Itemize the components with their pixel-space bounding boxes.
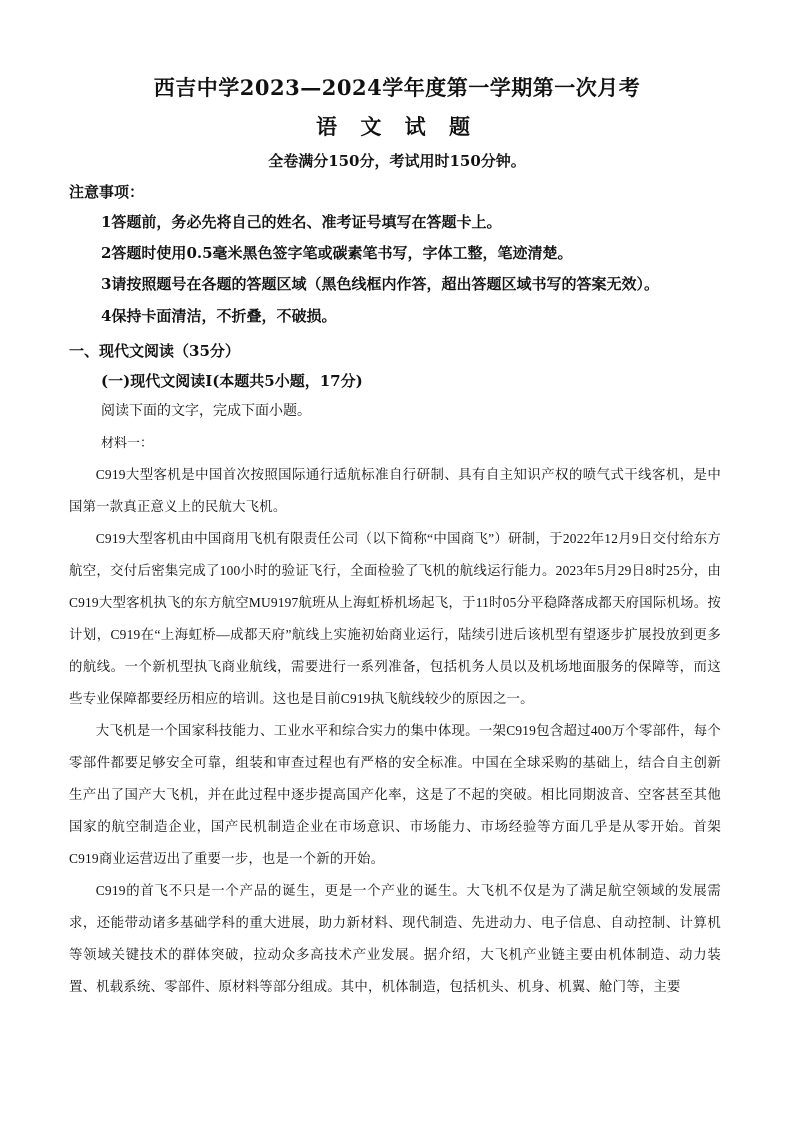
subsection-heading: (一)现代文阅读Ⅰ(本题共5小题，17分) <box>101 372 363 390</box>
reading-passage <box>69 459 721 1003</box>
notes-heading: 注意事项： <box>69 183 145 201</box>
score-note: 全卷满分150分，考试用时150分钟。 <box>268 152 526 170</box>
note-item: 3请按照题号在各题的答题区域（黑色线框内作答，超出答题区域书写的答案无效）。 <box>101 275 659 293</box>
note-item: 2答题时使用0.5毫米黑色签字笔或碳素笔书写，字体工整，笔迹清楚。 <box>101 244 573 262</box>
note-item: 4保持卡面清洁，不折叠，不破损。 <box>101 307 337 325</box>
passage-paragraph: C919大型客机是中国首次按照国际通行适航标准自行研制、具有自主知识产权的喷气式干线客机，是中国第一款真正意义上的民航大飞机。 <box>69 467 721 514</box>
material-label: 材料一： <box>101 436 154 451</box>
passage-paragraph: C919大型客机由中国商用飞机有限责任公司（以下简称“中国商飞”）研制，于2022年12月9日交付给东方航空，交付后密集完成了100小时的验证飞行，全面检验了飞机的航线运行能力。2023年5月29日8时25分，由C919大型客机执飞的东方航空MU9197航班从上海虹桥机场起飞，于11时05分平稳降落成都天府国际机场。按计划，C919在“上海虹桥—成都天府”航线上实施初始商业运行，陆续引进后该机型有望逐步扩展投放到更多的航线。一个新机型执飞商业航线，需要进行一系列准备，包括机务人员以及机场地面服务的保障等，而这些专业保障都要经历相应的培训。这也是目前C919执飞航线较少的原因之一。 <box>69 531 721 706</box>
passage-paragraph: C919的首飞不只是一个产品的诞生，更是一个产业的诞生。大飞机不仅是为了满足航空领域的发展需求，还能带动诸多基础学科的重大进展，助力新材料、现代制造、先进动力、电子信息、自动控制、计算机等领域关键技术的群体突破，拉动众多高技术产业发展。据介绍，大飞机产业链主要由机体制造、动力装置、机载系统、零部件、原材料等部分组成。其中，机体制造，包括机头、机身、机翼、舱门等，主要 <box>69 883 721 994</box>
exam-subject: 语 文 试 题 <box>316 114 478 139</box>
reading-instruction: 阅读下面的文字，完成下面小题。 <box>101 403 311 419</box>
section-heading: 一、现代文阅读（35分） <box>69 342 240 360</box>
passage-paragraph: 大飞机是一个国家科技能力、工业水平和综合实力的集中体现。一架C919包含超过400万个零部件，每个零部件都要足够安全可靠，组装和审查过程也有严格的安全标准。中国在全球采购的基础上，结合自主创新生产出了国产大飞机，并在此过程中逐步提高国产化率，这是了不起的突破。相比同期波音、空客甚至其他国家的航空制造企业，国产民机制造企业在市场意识、市场能力、市场经验等方面几乎是从零开始。首架C919商业运营迈出了重要一步，也是一个新的开始。 <box>69 723 721 866</box>
exam-title: 西吉中学2023—2024学年度第一学期第一次月考 <box>153 75 641 100</box>
note-item: 1答题前，务必先将自己的姓名、准考证号填写在答题卡上。 <box>101 213 502 231</box>
